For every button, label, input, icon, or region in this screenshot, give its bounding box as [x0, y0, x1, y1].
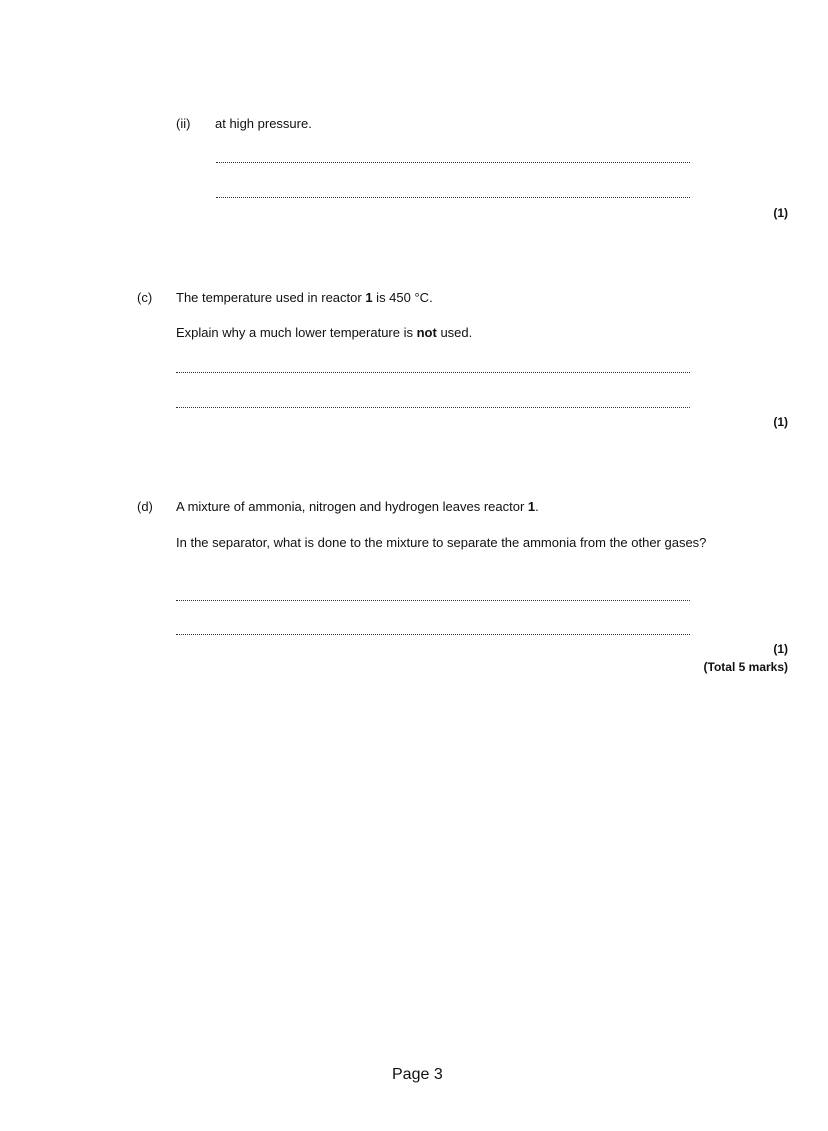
marks-b-ii: (1)	[773, 206, 788, 220]
part-d-stem: A mixture of ammonia, nitrogen and hydrogen leaves reactor 1.	[176, 499, 539, 514]
part-d-label: (d)	[137, 499, 153, 514]
part-d-question: In the separator, what is done to the mixture to separate the ammonia from the other gases?	[176, 535, 707, 550]
part-b-ii-text: at high pressure.	[215, 116, 312, 131]
part-c-question: Explain why a much lower temperature is not used.	[176, 325, 473, 340]
part-b-ii-label: (ii)	[176, 116, 191, 131]
marks-c: (1)	[773, 415, 788, 429]
answer-line[interactable]	[216, 197, 690, 198]
answer-line[interactable]	[176, 372, 690, 373]
marks-d: (1)	[773, 642, 788, 656]
part-c-stem: The temperature used in reactor 1 is 450 °C.	[176, 290, 433, 305]
total-marks: (Total 5 marks)	[703, 660, 788, 674]
page-number: Page 3	[392, 1066, 443, 1083]
answer-line[interactable]	[216, 162, 690, 163]
answer-line[interactable]	[176, 407, 690, 408]
answer-line[interactable]	[176, 600, 690, 601]
part-c-label: (c)	[137, 290, 153, 305]
answer-line[interactable]	[176, 634, 690, 635]
